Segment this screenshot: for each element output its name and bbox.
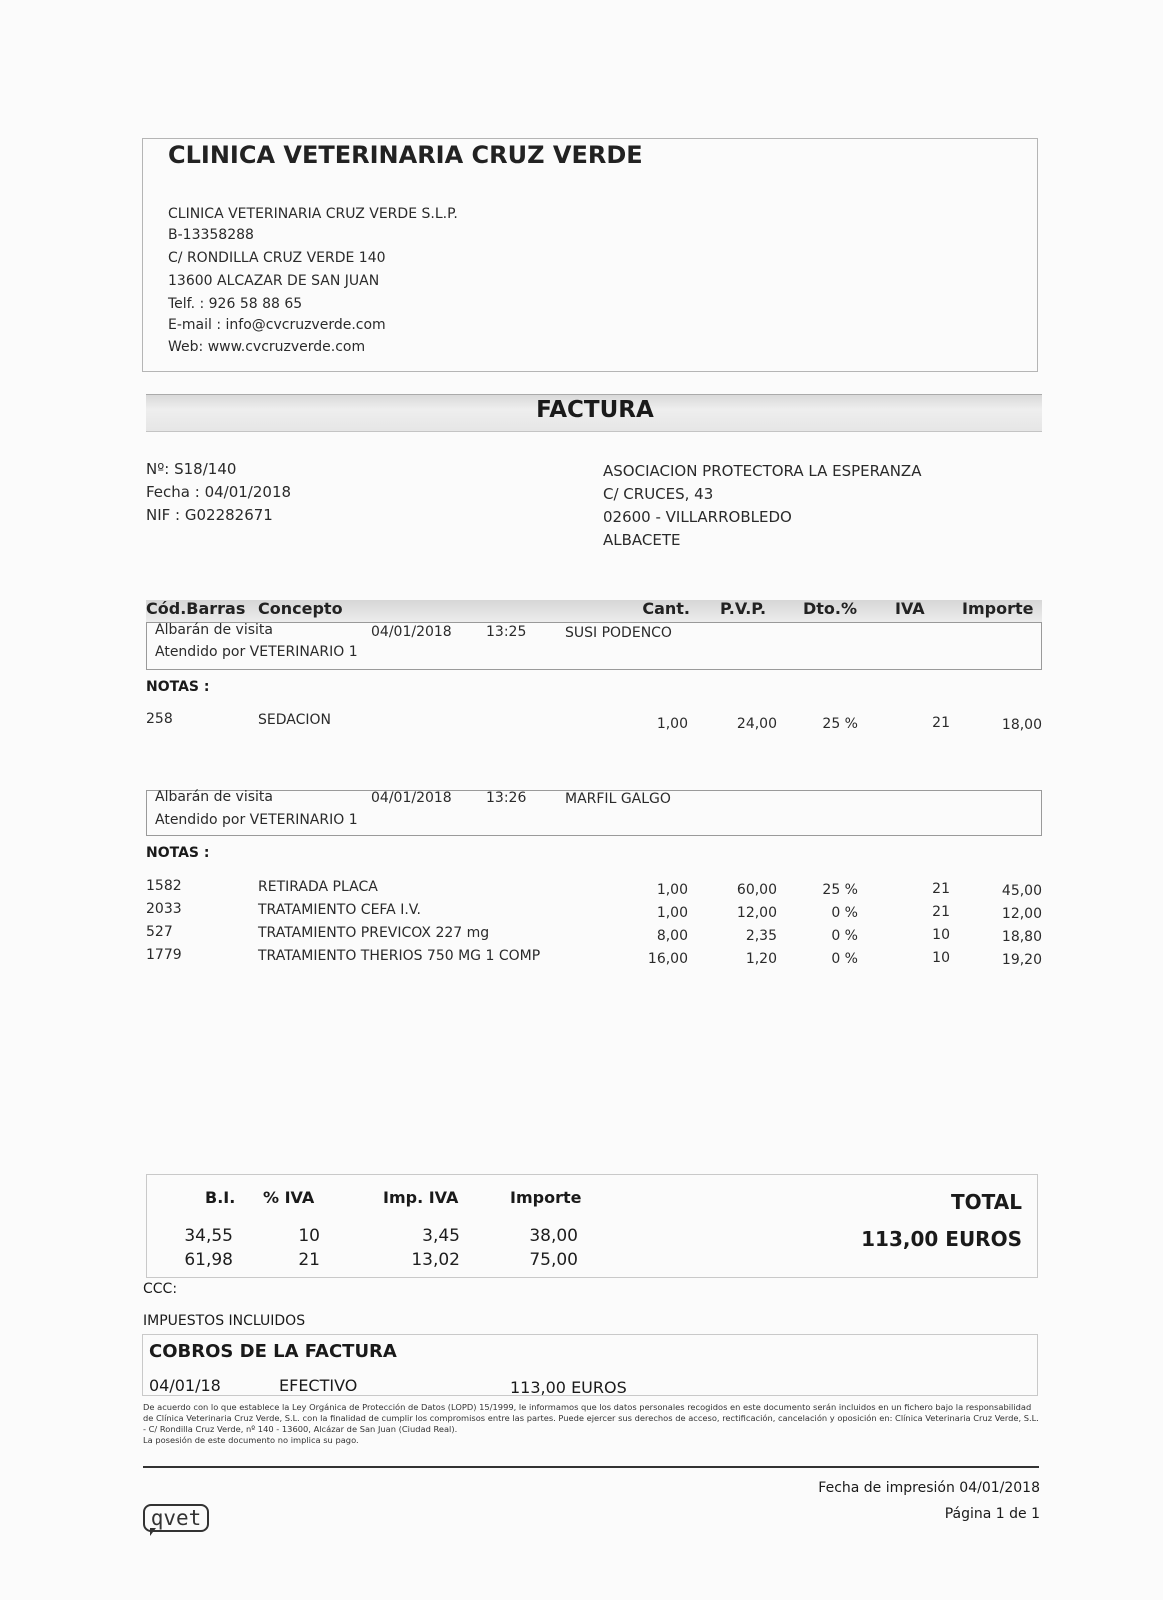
col-header-dto: Dto.% xyxy=(803,599,858,618)
legal-notice xyxy=(143,1402,1043,1446)
line-pvp: 2,35 xyxy=(745,928,777,944)
line-pvp: 1,20 xyxy=(745,951,777,967)
line-pvp: 24,00 xyxy=(736,716,777,732)
line-importe: 18,00 xyxy=(1001,717,1042,733)
line-code: 1582 xyxy=(146,878,182,894)
totals-bi: 61,98 xyxy=(184,1250,233,1270)
col-header-importe: Importe xyxy=(962,599,1034,618)
visit-patient: SUSI PODENCO xyxy=(565,625,672,641)
col-header-pvp: P.V.P. xyxy=(720,599,767,618)
line-concept: RETIRADA PLACA xyxy=(258,879,378,895)
clinic-cif: B-13358288 xyxy=(168,227,254,243)
customer-street: C/ CRUCES, 43 xyxy=(603,485,714,503)
line-dto: 0 % xyxy=(831,928,858,944)
invoice-date: Fecha : 04/01/2018 xyxy=(146,483,292,501)
line-importe: 45,00 xyxy=(1001,883,1042,899)
line-concept: TRATAMIENTO THERIOS 750 MG 1 COMP xyxy=(258,948,541,964)
line-qty: 1,00 xyxy=(656,882,688,898)
totals-imp-iva: 3,45 xyxy=(422,1226,460,1246)
total-value: 113,00 EUROS xyxy=(861,1227,1022,1251)
line-iva: 21 xyxy=(932,881,950,897)
print-date: Fecha de impresión 04/01/2018 xyxy=(818,1480,1040,1496)
line-code: 527 xyxy=(146,924,173,940)
clinic-email: E-mail : info@cvcruzverde.com xyxy=(168,317,386,333)
payment-date: 04/01/18 xyxy=(149,1376,221,1395)
payment-amount: 113,00 EUROS xyxy=(510,1378,627,1397)
col-header-concept: Concepto xyxy=(258,599,343,618)
line-importe: 19,20 xyxy=(1001,952,1042,968)
line-code: 258 xyxy=(146,711,173,727)
visit-label: Albarán de visita xyxy=(155,789,273,805)
totals-importe: 75,00 xyxy=(529,1250,578,1270)
line-qty: 1,00 xyxy=(656,905,688,921)
line-pvp: 12,00 xyxy=(736,905,777,921)
col-header-code: Cód.Barras xyxy=(146,599,246,618)
qvet-logo: qvet xyxy=(143,1504,209,1532)
ccc-label: CCC: xyxy=(143,1281,178,1297)
invoice-nif: NIF : G02282671 xyxy=(146,506,273,524)
visit-patient: MARFIL GALGO xyxy=(565,791,671,807)
line-iva: 21 xyxy=(932,715,950,731)
visit-date: 04/01/2018 xyxy=(371,624,452,640)
clinic-city: 13600 ALCAZAR DE SAN JUAN xyxy=(168,273,380,289)
customer-city: 02600 - VILLARROBLEDO xyxy=(603,508,792,526)
line-code: 1779 xyxy=(146,947,182,963)
payments-title: COBROS DE LA FACTURA xyxy=(149,1341,397,1362)
visit-time: 13:25 xyxy=(486,624,527,640)
col-header-iva: IVA xyxy=(895,599,925,618)
col-header-qty: Cant. xyxy=(642,599,690,618)
line-dto: 25 % xyxy=(822,716,858,732)
notes-label: NOTAS : xyxy=(146,679,210,695)
line-importe: 18,80 xyxy=(1001,929,1042,945)
line-dto: 25 % xyxy=(822,882,858,898)
qvet-logo-tail-icon xyxy=(150,1528,156,1536)
line-qty: 8,00 xyxy=(656,928,688,944)
line-qty: 16,00 xyxy=(647,951,688,967)
line-pvp: 60,00 xyxy=(736,882,777,898)
totals-header-pct: % IVA xyxy=(263,1188,315,1207)
legal-text: De acuerdo con lo que establece la Ley Orgánica de Protección de Datos (LOPD) 15/1999, le informamos que los datos personales recogidos en este documento serán incluidos en un fichero bajo la responsabilidad de Clínica Veterinaria Cruz Verde, S.L. con la finalidad de cumplir los compromisos entre las partes. Puede ejercer sus derechos de acceso, rectificación, cancelación y oposición en: Clínica Veterinaria Cruz Verde, S.L. - C/ Rondilla Cruz Verde, nº 140 - 13600, Alcázar de San Juan (Ciudad Real). xyxy=(143,1402,1039,1434)
clinic-title: CLINICA VETERINARIA CRUZ VERDE xyxy=(168,141,643,169)
payment-method: EFECTIVO xyxy=(279,1376,358,1395)
visit-date: 04/01/2018 xyxy=(371,790,452,806)
clinic-street: C/ RONDILLA CRUZ VERDE 140 xyxy=(168,250,386,266)
line-iva: 21 xyxy=(932,904,950,920)
visit-attended: Atendido por VETERINARIO 1 xyxy=(155,812,358,828)
line-concept: TRATAMIENTO PREVICOX 227 mg xyxy=(258,925,490,941)
totals-pct: 21 xyxy=(298,1250,320,1270)
line-iva: 10 xyxy=(932,927,950,943)
line-qty: 1,00 xyxy=(656,716,688,732)
clinic-web: Web: www.cvcruzverde.com xyxy=(168,339,366,355)
total-label: TOTAL xyxy=(951,1190,1022,1214)
footer-rule xyxy=(143,1466,1039,1468)
customer-name: ASOCIACION PROTECTORA LA ESPERANZA xyxy=(603,462,922,480)
totals-bi: 34,55 xyxy=(184,1226,233,1246)
visit-attended: Atendido por VETERINARIO 1 xyxy=(155,644,358,660)
line-iva: 10 xyxy=(932,950,950,966)
legal-note: La posesión de este documento no implica su pago. xyxy=(143,1435,359,1445)
customer-province: ALBACETE xyxy=(603,531,681,549)
line-importe: 12,00 xyxy=(1001,906,1042,922)
page-number: Página 1 de 1 xyxy=(944,1506,1040,1522)
line-dto: 0 % xyxy=(831,905,858,921)
invoice-number: Nº: S18/140 xyxy=(146,460,237,478)
line-concept: SEDACION xyxy=(258,712,331,728)
clinic-company: CLINICA VETERINARIA CRUZ VERDE S.L.P. xyxy=(168,206,458,222)
totals-pct: 10 xyxy=(298,1226,320,1246)
totals-imp-iva: 13,02 xyxy=(411,1250,460,1270)
totals-header-imp-iva: Imp. IVA xyxy=(383,1188,459,1207)
notes-label: NOTAS : xyxy=(146,845,210,861)
totals-header-importe: Importe xyxy=(510,1188,582,1207)
line-code: 2033 xyxy=(146,901,182,917)
document-title: FACTURA xyxy=(536,397,654,423)
totals-header-bi: B.I. xyxy=(205,1188,236,1207)
clinic-phone: Telf. : 926 58 88 65 xyxy=(168,296,303,312)
visit-time: 13:26 xyxy=(486,790,527,806)
visit-label: Albarán de visita xyxy=(155,622,273,638)
taxes-included: IMPUESTOS INCLUIDOS xyxy=(143,1313,306,1329)
line-dto: 0 % xyxy=(831,951,858,967)
totals-importe: 38,00 xyxy=(529,1226,578,1246)
line-concept: TRATAMIENTO CEFA I.V. xyxy=(258,902,422,918)
